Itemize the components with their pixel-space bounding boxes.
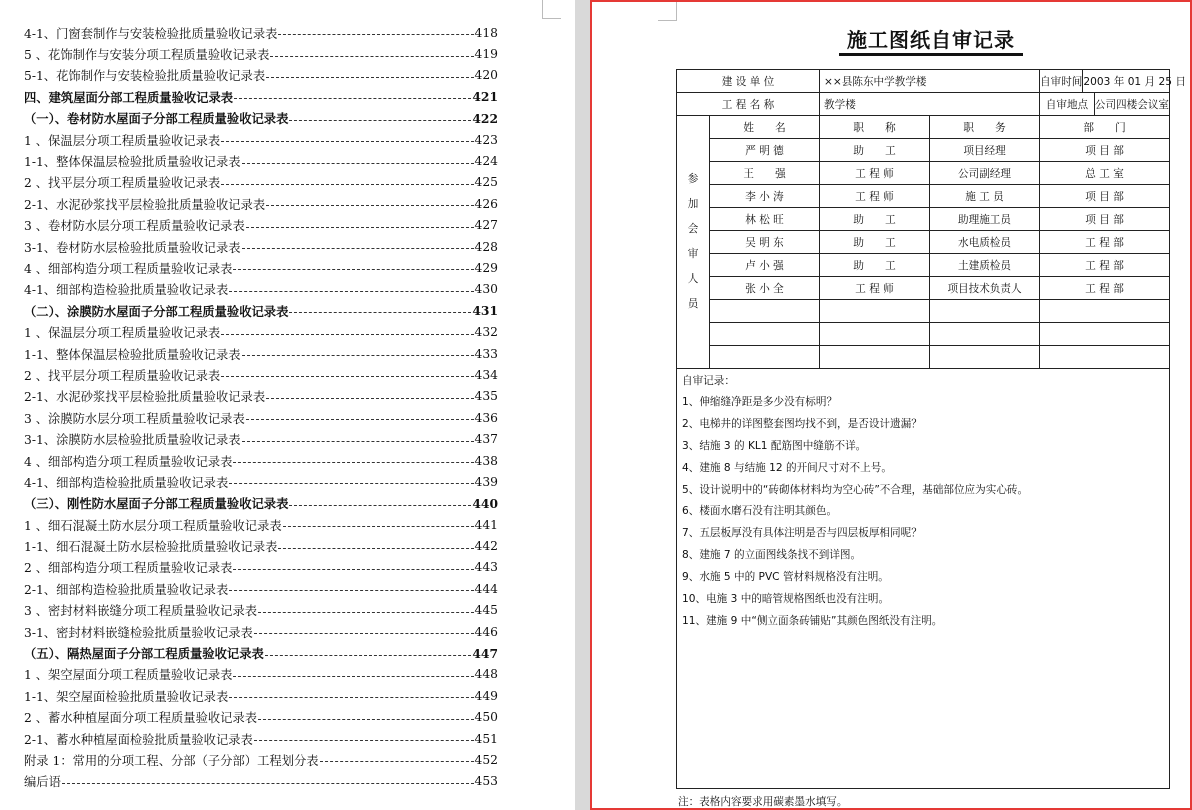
toc-entry-page: 418 xyxy=(474,25,498,40)
toc-entry-title: 1 、保温层分项工程质量验收记录表 xyxy=(24,133,221,148)
toc-leader xyxy=(234,98,471,99)
toc-entry-title: 3-1、密封材料嵌缝检验批质量验收记录表 xyxy=(24,625,253,640)
toc-leader xyxy=(221,334,473,335)
toc-entry[interactable] xyxy=(24,450,498,471)
review-record-table xyxy=(676,69,1186,789)
toc-entry-page: 420 xyxy=(474,68,498,83)
toc-entry-title: （三）、刚性防水屋面子分部工程质量验收记录表 xyxy=(24,496,289,512)
participant-row xyxy=(677,185,1170,208)
toc-entry[interactable] xyxy=(24,428,498,449)
toc-entry-title: 附录 1：常用的分项工程、分部（子分部）工程划分表 xyxy=(24,753,319,768)
toc-entry-title: 1 、架空屋面分项工程质量验收记录表 xyxy=(24,668,233,683)
project-value: 教学楼 xyxy=(820,93,1040,116)
toc-entry[interactable] xyxy=(24,86,498,107)
toc-entry-page: 423 xyxy=(474,132,498,147)
toc-entry-page: 440 xyxy=(472,495,498,511)
place-value: 公司四楼会议室 xyxy=(1094,98,1170,111)
toc-entry-page: 452 xyxy=(474,752,498,767)
toc-entry-page: 428 xyxy=(474,239,498,254)
toc-entry[interactable] xyxy=(24,407,498,428)
participant-cell: 严 明 德 xyxy=(710,139,820,162)
toc-entry-page: 447 xyxy=(472,645,498,661)
participant-cell xyxy=(820,323,930,346)
participant-cell: 项目经理 xyxy=(930,139,1040,162)
toc-entry-title: （五）、隔热屋面子分部工程质量验收记录表 xyxy=(24,646,264,662)
toc-entry[interactable] xyxy=(24,364,498,385)
toc-entry[interactable] xyxy=(24,257,498,278)
participant-cell: 项 目 部 xyxy=(1040,185,1170,208)
toc-entry[interactable] xyxy=(24,343,498,364)
toc-entry[interactable] xyxy=(24,22,498,43)
toc-leader xyxy=(242,355,474,356)
participant-cell xyxy=(710,346,820,369)
toc-entry-page: 442 xyxy=(474,539,498,554)
toc-entry-page: 444 xyxy=(474,581,498,596)
participant-row xyxy=(677,208,1170,231)
toc-leader xyxy=(221,184,473,185)
toc-entry[interactable] xyxy=(24,771,498,792)
participant-cell xyxy=(820,346,930,369)
toc-leader xyxy=(246,419,474,420)
participant-cell: 助 工 xyxy=(820,208,930,231)
review-note: 1、伸缩缝净距是多少没有标明？ xyxy=(682,396,838,408)
toc-leader xyxy=(254,633,474,634)
participant-cell: 水电质检员 xyxy=(930,231,1040,254)
participant-cell: 工 程 师 xyxy=(820,162,930,185)
participant-cell: 卢 小 强 xyxy=(710,254,820,277)
time-value: 2003 年 01 月 25 日 xyxy=(1083,75,1186,88)
participant-cell xyxy=(820,300,930,323)
toc-leader xyxy=(246,227,474,228)
toc-leader xyxy=(278,34,473,35)
toc-leader xyxy=(233,269,473,270)
toc-entry-title: 4-1、细部构造检验批质量验收记录表 xyxy=(24,283,229,298)
participant-cell xyxy=(930,323,1040,346)
toc-entry-page: 446 xyxy=(474,624,498,639)
toc-entry-title: 2-1、水泥砂浆找平层检验批质量验收记录表 xyxy=(24,390,266,405)
toc-entry[interactable] xyxy=(24,300,498,321)
toc-entry-title: 1-1、整体保温层检验批质量验收记录表 xyxy=(24,347,241,362)
toc-entry-title: （一）、卷材防水屋面子分部工程质量验收记录表 xyxy=(24,111,289,127)
review-notes-cell xyxy=(677,369,1170,789)
review-note: 7、五层板厚没有具体注明是否与四层板厚相同呢？ xyxy=(682,527,922,540)
toc-entry[interactable] xyxy=(24,664,498,685)
toc-entry-title: 5 、花饰制作与安装分项工程质量验收记录表 xyxy=(24,48,270,63)
toc-entry-page: 439 xyxy=(474,474,498,489)
unit-value: ××县陈东中学教学楼 xyxy=(820,70,1040,93)
toc-entry[interactable] xyxy=(24,279,498,300)
participant-cell: 总 工 室 xyxy=(1040,162,1170,185)
toc-entry-title: 四、建筑屋面分部工程质量验收记录表 xyxy=(24,89,234,105)
document-title: 施工图纸自审记录 xyxy=(592,24,1190,53)
toc-leader xyxy=(289,505,471,506)
participant-row xyxy=(677,254,1170,277)
toc-entry-title: 1-1、架空屋面检验批质量验收记录表 xyxy=(24,689,229,704)
toc-entry[interactable] xyxy=(24,685,498,706)
toc-entry-title: 1 、保温层分项工程质量验收记录表 xyxy=(24,326,221,341)
toc-leader xyxy=(266,398,473,399)
toc-entry-title: 2 、细部构造分项工程质量验收记录表 xyxy=(24,561,233,576)
participant-cell: 吴 明 东 xyxy=(710,231,820,254)
toc-leader xyxy=(258,719,473,720)
toc-entry-title: 4-1、门窗套制作与安装检验批质量验收记录表 xyxy=(24,26,278,41)
participant-cell xyxy=(1040,323,1170,346)
review-note: 2、电梯井的详图整套图均找不到，是否设计遗漏？ xyxy=(682,417,922,430)
toc-entry[interactable] xyxy=(24,236,498,257)
footnote: 注：表格内容要求用碳素墨水填写。 xyxy=(678,796,848,808)
toc-leader xyxy=(229,291,473,292)
toc-entry[interactable] xyxy=(24,321,498,342)
review-note: 5、设计说明中的“砖砌体材料均为空心砖”不合理，基础部位应为实心砖。 xyxy=(682,483,1029,496)
toc-leader xyxy=(270,56,473,57)
notes-label: 自审记录： xyxy=(682,375,735,387)
left-page xyxy=(0,0,575,810)
toc-entry-title: 编后语 xyxy=(24,775,61,790)
toc-entry-page: 435 xyxy=(474,389,498,404)
toc-entry[interactable] xyxy=(24,493,498,514)
toc-entry[interactable] xyxy=(24,557,498,578)
toc-entry-title: 1 、细石混凝土防水层分项工程质量验收记录表 xyxy=(24,518,282,533)
toc-leader xyxy=(258,612,473,613)
participant-row xyxy=(677,300,1170,323)
participant-cell: 张 小 全 xyxy=(710,277,820,300)
toc-leader xyxy=(289,120,471,121)
toc-entry[interactable] xyxy=(24,215,498,236)
table-of-contents xyxy=(24,22,498,792)
participant-cell: 工 程 师 xyxy=(820,277,930,300)
toc-entry[interactable] xyxy=(24,108,498,129)
participants-label: 参 加 会 审 人 员 xyxy=(677,116,710,369)
toc-entry[interactable] xyxy=(24,471,498,492)
toc-entry-page: 422 xyxy=(472,110,498,126)
toc-entry-page: 425 xyxy=(474,175,498,190)
participant-cell: 公司副经理 xyxy=(930,162,1040,185)
toc-entry-title: 3 、涂膜防水层分项工程质量验收记录表 xyxy=(24,411,245,426)
toc-entry-title: 2 、蓄水种植屋面分项工程质量验收记录表 xyxy=(24,711,258,726)
toc-entry-page: 443 xyxy=(474,560,498,575)
toc-entry[interactable] xyxy=(24,65,498,86)
toc-entry[interactable] xyxy=(24,172,498,193)
toc-leader xyxy=(266,77,473,78)
participant-cell: 工 程 部 xyxy=(1040,277,1170,300)
toc-leader xyxy=(221,376,473,377)
participant-cell: 项目技术负责人 xyxy=(930,277,1040,300)
right-page[interactable] xyxy=(590,0,1192,810)
toc-entry-page: 448 xyxy=(474,667,498,682)
participant-cell xyxy=(930,346,1040,369)
toc-leader xyxy=(289,312,471,313)
participant-cell: 工 程 部 xyxy=(1040,231,1170,254)
participant-cell: 李 小 涛 xyxy=(710,185,820,208)
participant-row xyxy=(677,346,1170,369)
toc-entry-title: 2-1、蓄水种植屋面检验批质量验收记录表 xyxy=(24,732,253,747)
toc-entry[interactable] xyxy=(24,707,498,728)
toc-leader xyxy=(242,248,474,249)
toc-entry-title: 3 、密封材料嵌缝分项工程质量验收记录表 xyxy=(24,604,258,619)
toc-entry-title: 3-1、卷材防水层检验批质量验收记录表 xyxy=(24,240,241,255)
toc-entry-title: （二）、涂膜防水屋面子分部工程质量验收记录表 xyxy=(24,303,289,319)
toc-leader xyxy=(242,441,474,442)
toc-entry-title: 2 、找平层分项工程质量验收记录表 xyxy=(24,176,221,191)
participant-cell: 助理施工员 xyxy=(930,208,1040,231)
review-note: 3、结施 3 的 KL1 配筋图中缝筋不详。 xyxy=(682,439,867,452)
toc-leader xyxy=(229,483,473,484)
toc-entry[interactable] xyxy=(24,621,498,642)
review-note: 9、水施 5 中的 PVC 管材料规格没有注明。 xyxy=(682,571,889,584)
toc-leader xyxy=(283,526,474,527)
toc-leader xyxy=(265,655,472,656)
participant-cell xyxy=(930,300,1040,323)
time-label: 自审时间 xyxy=(1040,70,1083,92)
toc-entry-title: 4 、细部构造分项工程质量验收记录表 xyxy=(24,454,233,469)
toc-entry-title: 2-1、水泥砂浆找平层检验批质量验收记录表 xyxy=(24,197,266,212)
review-note: 11、建施 9 中“侧立面条砖铺贴”其颜色图纸没有注明。 xyxy=(682,614,943,627)
toc-entry[interactable] xyxy=(24,535,498,556)
toc-entry[interactable] xyxy=(24,728,498,749)
toc-leader xyxy=(229,697,473,698)
review-note: 6、楼面水磨石没有注明其颜色。 xyxy=(682,505,838,518)
toc-entry-title: 5-1、花饰制作与安装检验批质量验收记录表 xyxy=(24,69,266,84)
toc-entry-page: 450 xyxy=(474,710,498,725)
toc-entry-page: 421 xyxy=(472,89,498,105)
participant-cell: 王 强 xyxy=(710,162,820,185)
participant-cell: 工 程 师 xyxy=(820,185,930,208)
toc-leader xyxy=(221,141,473,142)
toc-entry-page: 433 xyxy=(474,346,498,361)
toc-entry-page: 436 xyxy=(474,410,498,425)
toc-entry-page: 431 xyxy=(472,303,498,319)
place-label: 自审地点 xyxy=(1040,93,1095,115)
toc-entry[interactable] xyxy=(24,150,498,171)
toc-entry[interactable] xyxy=(24,193,498,214)
column-header: 职 称 xyxy=(820,116,930,139)
participant-cell: 助 工 xyxy=(820,254,930,277)
toc-entry-page: 429 xyxy=(474,260,498,275)
toc-entry-page: 424 xyxy=(474,154,498,169)
toc-entry-page: 445 xyxy=(474,603,498,618)
toc-entry-title: 1-1、细石混凝土防水层检验批质量验收记录表 xyxy=(24,540,278,555)
toc-leader xyxy=(320,761,474,762)
participant-row xyxy=(677,231,1170,254)
participant-cell xyxy=(1040,346,1170,369)
toc-leader xyxy=(242,163,474,164)
toc-entry-page: 437 xyxy=(474,432,498,447)
unit-label: 建 设 单 位 xyxy=(677,70,820,93)
participant-cell xyxy=(710,323,820,346)
toc-leader xyxy=(233,569,473,570)
toc-entry-title: 2-1、细部构造检验批质量验收记录表 xyxy=(24,582,229,597)
toc-entry-page: 430 xyxy=(474,282,498,297)
toc-entry[interactable] xyxy=(24,43,498,64)
participant-cell xyxy=(1040,300,1170,323)
participant-cell: 项 目 部 xyxy=(1040,139,1170,162)
column-header: 职 务 xyxy=(930,116,1040,139)
toc-leader xyxy=(229,590,473,591)
toc-leader xyxy=(278,548,473,549)
toc-leader xyxy=(266,205,473,206)
toc-entry-title: 3-1、涂膜防水层检验批质量验收记录表 xyxy=(24,433,241,448)
crop-mark xyxy=(658,2,677,21)
project-label: 工 程 名 称 xyxy=(677,93,820,116)
toc-entry-page: 432 xyxy=(474,325,498,340)
toc-entry-title: 3 、卷材防水层分项工程质量验收记录表 xyxy=(24,219,245,234)
toc-entry-page: 451 xyxy=(474,731,498,746)
crop-mark xyxy=(542,0,561,19)
toc-entry-page: 434 xyxy=(474,367,498,382)
review-note: 4、建施 8 与结施 12 的开间尺寸对不上号。 xyxy=(682,461,892,474)
participant-cell: 项 目 部 xyxy=(1040,208,1170,231)
toc-entry[interactable] xyxy=(24,642,498,663)
toc-entry-page: 427 xyxy=(474,218,498,233)
participant-cell: 助 工 xyxy=(820,231,930,254)
toc-entry-page: 449 xyxy=(474,688,498,703)
participant-cell: 土建质检员 xyxy=(930,254,1040,277)
toc-entry-title: 4-1、细部构造检验批质量验收记录表 xyxy=(24,475,229,490)
column-header: 部 门 xyxy=(1040,116,1170,139)
participant-row xyxy=(677,139,1170,162)
toc-entry[interactable] xyxy=(24,386,498,407)
participant-cell: 助 工 xyxy=(820,139,930,162)
toc-leader xyxy=(254,740,474,741)
toc-leader xyxy=(233,676,473,677)
review-note: 8、建施 7 的立面图线条找不到详图。 xyxy=(682,549,862,562)
toc-entry[interactable] xyxy=(24,600,498,621)
participant-row xyxy=(677,162,1170,185)
toc-entry-page: 453 xyxy=(474,774,498,789)
participant-cell: 施 工 员 xyxy=(930,185,1040,208)
toc-leader xyxy=(62,783,474,784)
toc-entry[interactable] xyxy=(24,749,498,770)
participant-cell xyxy=(710,300,820,323)
participant-row xyxy=(677,277,1170,300)
participant-cell: 林 松 旺 xyxy=(710,208,820,231)
toc-entry-page: 441 xyxy=(474,517,498,532)
toc-entry-page: 426 xyxy=(474,196,498,211)
participant-row xyxy=(677,323,1170,346)
toc-leader xyxy=(233,462,473,463)
toc-entry-page: 438 xyxy=(474,453,498,468)
toc-entry-page: 419 xyxy=(474,47,498,62)
toc-entry-title: 1-1、整体保温层检验批质量验收记录表 xyxy=(24,155,241,170)
toc-entry-title: 2 、找平层分项工程质量验收记录表 xyxy=(24,368,221,383)
column-header: 姓 名 xyxy=(710,116,820,139)
review-note: 10、电施 3 中的暗管规格图纸也没有注明。 xyxy=(682,593,890,606)
toc-entry-title: 4 、细部构造分项工程质量验收记录表 xyxy=(24,261,233,276)
toc-entry[interactable] xyxy=(24,578,498,599)
toc-entry[interactable] xyxy=(24,514,498,535)
toc-entry[interactable] xyxy=(24,129,498,150)
participant-cell: 工 程 部 xyxy=(1040,254,1170,277)
